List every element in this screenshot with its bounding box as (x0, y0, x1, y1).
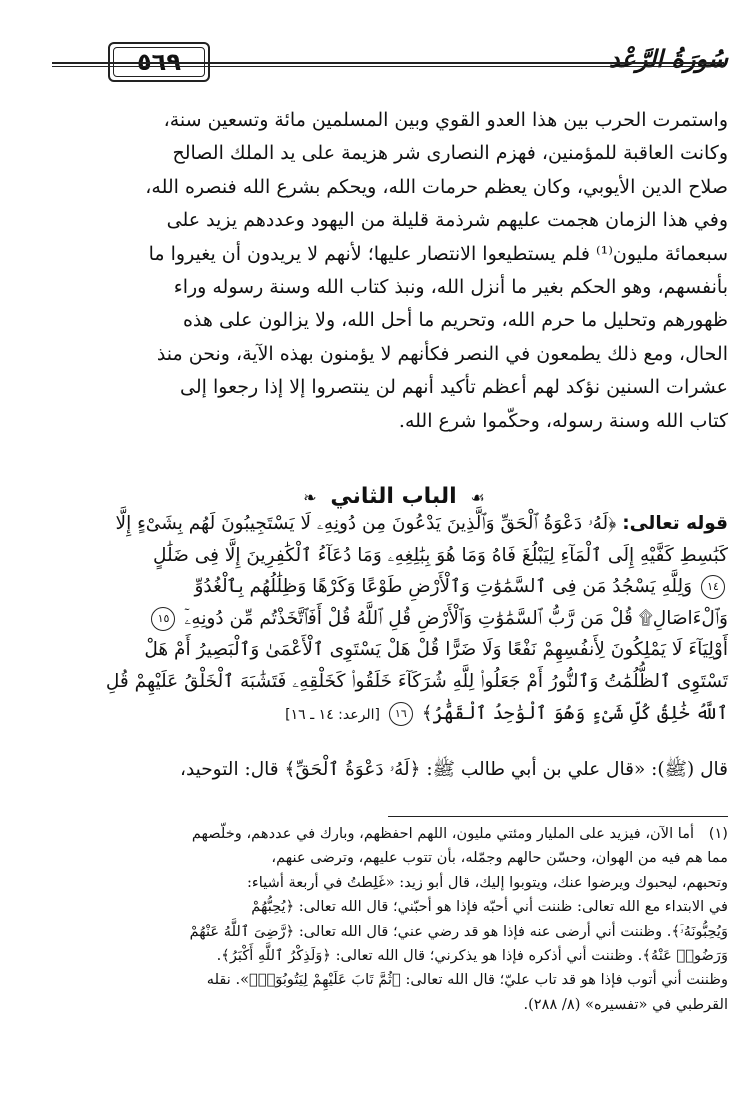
verse-line (60, 508, 728, 540)
footnote-line: وَيُحِبُّونَهُۥٓ﴾. وظننت أني أرضى عنه فإذا هو قد رضي عني؛ قال الله تعالى: ﴿رَّضِىَ ٱللَّهُ عَنْهُمْ (189, 922, 728, 940)
page-header (52, 36, 732, 98)
text-line: سبعمائة مليون⁽¹⁾ فلم يستطيعوا الانتصار عليها؛ لأنهم لا يريدون أن يغيروا ما (148, 242, 728, 265)
verse-line (60, 698, 728, 732)
verse-text: وَٱلْءَاصَالِ۩ قُلْ مَن رَّبُّ ٱلسَّمَٰوَٰتِ وَٱلْأَرْضِ قُلِ ٱللَّهُ قُلْ أَفَٱتَّخَذْتُم مِّن دُونِهِۦٓ (184, 607, 728, 629)
footnote-line: وظننت أني أتوب فإذا هو قد تاب عليّ؛ قال الله تعالى: ﴿ثُمَّ تَابَ عَلَيْهِمْ لِيَتُوبُوٓا۟﴾». نقله (206, 971, 728, 989)
verse-line (60, 603, 728, 635)
text-line: بأنفسهم، وهو الحكم بغير ما أنزل الله، ونبذ كتاب الله وسنة رسوله وراء (173, 276, 728, 299)
verse-text: وَلِلَّهِ يَسْجُدُ مَن فِى ٱلسَّمَٰوَٰتِ وَٱلْأَرْضِ طَوْعًا وَكَرْهًا وَظِلَٰلُهُم بِٱلْغُدُوِّ (194, 576, 693, 598)
verse-reference: [الرعد: ١٤ ـ ١٦] (285, 706, 380, 723)
footnote-line: وَرَضُوا۟ عَنْهُ﴾. وظننت أني أذكره فإذا هو يذكرني؛ قال الله تعالى: ﴿وَلَذِكْرُ ٱللَّهِ أَكْبَرُ﴾. (216, 947, 728, 965)
footnote-separator (388, 816, 728, 817)
ayah-number-marker: ١٤ (701, 575, 725, 599)
ayah-number-marker: ١٥ (151, 607, 175, 631)
section-heading (60, 484, 728, 509)
header-rule-thin (52, 66, 724, 67)
footnote-line: وتحبهم، ليحبوك ويرضوا عنك، ويتوبوا إليك، قال أبو زيد: «غَلِطتُ في أربعة أشياء: (246, 873, 728, 891)
heading-ornament-left-icon: ❧ (303, 488, 317, 507)
text-line: وكانت العاقبة للمؤمنين، فهزم النصارى شر هزيمة على يد الملك الصالح (172, 142, 728, 165)
text-line: قال (ﷺ): «قال علي بن أبي طالب ﷺ: ﴿لَهُۥ دَعْوَةُ ٱلْحَقِّ﴾ قال: التوحيد، (179, 759, 728, 780)
text-line: كتاب الله وسنة رسوله، وحكّموا شرع الله. (398, 409, 728, 432)
text-line: عشرات السنين نؤكد لهم أعظم تأكيد أنهم لن ينتصروا إلا إذا رجعوا إلى (180, 376, 728, 399)
footnote (60, 822, 728, 1017)
verse-line: أَوْلِيَآءَ لَا يَمْلِكُونَ لِأَنفُسِهِمْ نَفْعًا وَلَا ضَرًّا قُلْ هَلْ يَسْتَوِى ٱلْأَعْمَىٰ وَٱلْبَصِيرُ أَمْ هَلْ (144, 639, 728, 661)
ayah-number-marker: ١٦ (389, 702, 413, 726)
verse-line: كَبَٰسِطِ كَفَّيْهِ إِلَى ٱلْمَآءِ لِيَبْلُغَ فَاهُ وَمَا هُوَ بِبَٰلِغِهِۦ وَمَا دُعَآءُ ٱلْكَٰفِرِينَ إِلَّا فِى ضَلَٰلٍ (152, 544, 728, 566)
footnote-line (60, 822, 728, 846)
footnote-text: أما الآن، فيزيد على المليار ومئتي مليون، اللهم احفظهم، وبارك في عددهم، وخلّصهم (191, 825, 695, 842)
verse-block (60, 508, 728, 731)
verse-text: ٱللَّهُ خَٰلِقُ كُلِّ شَىْءٍ وَهُوَ ٱلْوَٰحِدُ ٱلْقَهَّٰرُ﴾ (421, 702, 728, 724)
verse-text: ﴿لَهُۥ دَعْوَةُ ٱلْحَقِّ وَٱلَّذِينَ يَدْعُونَ مِن دُونِهِۦ لَا يَسْتَجِيبُونَ لَهُم بِشَىْءٍ إِلَّا (115, 513, 617, 534)
footnote-line: مما هم فيه من الهوان، وحسّن حالهم وجمّله، بأن تتوب عليهم، وترضى عنهم، (271, 849, 728, 867)
text-line: صلاح الدين الأيوبي، وكان يعظم حرمات الله، ويحكم بشرع الله فنصره الله، (145, 175, 728, 198)
text-line: واستمرت الحرب بين هذا العدو القوي وبين المسلمين مائة وتسعين سنة، (163, 109, 728, 131)
text-line: وفي هذا الزمان هجمت عليهم شرذمة قليلة من اليهود وعددهم يزيد على (166, 209, 728, 232)
heading-ornament-right-icon: ☙ (470, 488, 485, 507)
footnote-number: (١) (708, 825, 728, 842)
main-paragraph (60, 104, 728, 438)
text-line: ظهورهم وتحليل ما حرم الله، وتحريم ما أحل الله، ولا يزالون على هذه (182, 309, 728, 332)
verse-line: تَسْتَوِى ٱلظُّلُمَٰتُ وَٱلنُّورُ أَمْ جَعَلُوا۟ لِلَّهِ شُرَكَآءَ خَلَقُوا۟ كَخَلْقِهِۦ فَتَشَٰبَهَ ٱلْخَلْقُ عَلَيْهِمْ قُلِ (105, 670, 728, 692)
footnote-line: في الابتداء مع الله تعالى: ظننت أني أحبّه فإذا هو أحبّني؛ قال الله تعالى: ﴿يُحِبُّهُمْ (251, 898, 728, 916)
qual-paragraph (60, 754, 728, 786)
header-rule (52, 62, 724, 64)
footnote-line: القرطبي في «تفسيره» (٨/ ٢٨٨). (523, 995, 728, 1013)
page-number: ٥٦٩ (137, 48, 181, 76)
text-line: الحال، ومع ذلك يطمعون في النصر فكأنهم لا يؤمنون بهذه الآية، ونحن منذ (156, 342, 728, 365)
verse-line (60, 571, 728, 603)
section-heading-text: الباب الثاني (330, 484, 457, 509)
surah-title: سُورَةُ الرَّعْد (608, 44, 728, 73)
verse-lead: قوله تعالى: (622, 513, 728, 534)
